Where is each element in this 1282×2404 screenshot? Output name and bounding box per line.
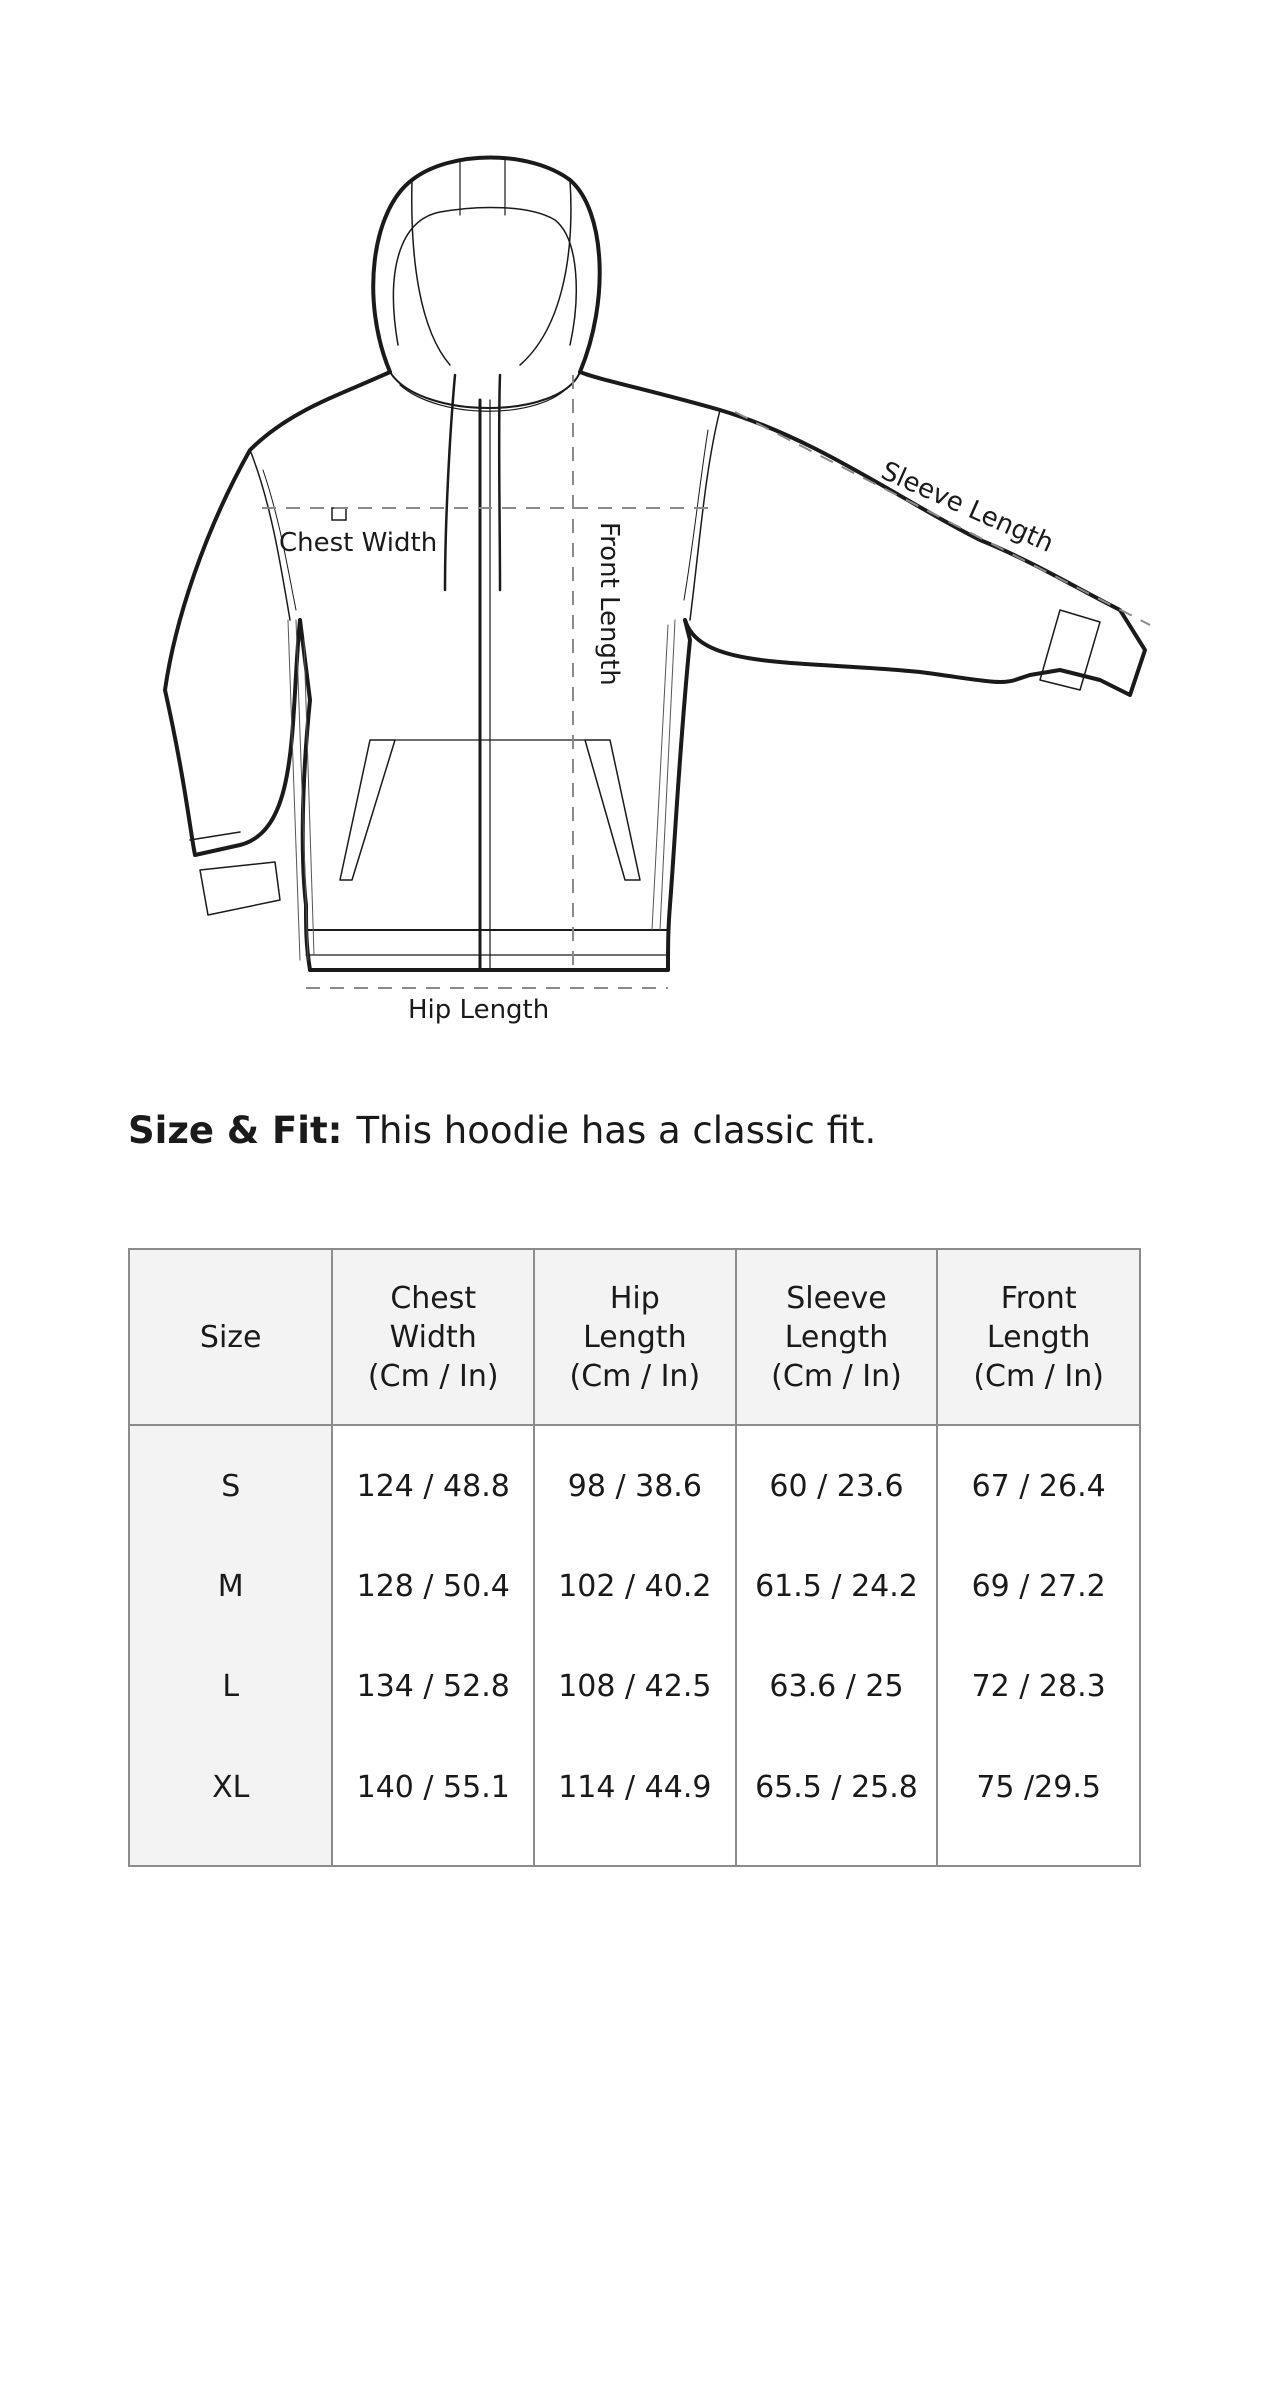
sleeve-cell: 60 / 23.6 bbox=[736, 1425, 938, 1536]
front-cell: 67 / 26.4 bbox=[937, 1425, 1140, 1536]
size-fit-label: Size & Fit: bbox=[128, 1109, 343, 1152]
front-cell: 75 /29.5 bbox=[937, 1736, 1140, 1866]
chest-cell: 128 / 50.4 bbox=[332, 1536, 534, 1636]
logo-mark bbox=[332, 508, 346, 520]
hip-cell: 102 / 40.2 bbox=[534, 1536, 736, 1636]
size-cell: XL bbox=[129, 1736, 332, 1866]
sleeve-length-label: Sleeve Length bbox=[876, 456, 1058, 559]
front-length-label: Front Length bbox=[594, 522, 624, 686]
table-header-row bbox=[129, 1249, 1140, 1425]
chest-cell: 134 / 52.8 bbox=[332, 1636, 534, 1736]
hip-cell: 108 / 42.5 bbox=[534, 1636, 736, 1736]
size-cell: L bbox=[129, 1636, 332, 1736]
size-chart-table bbox=[128, 1248, 1141, 1867]
sleeve-cell: 65.5 / 25.8 bbox=[736, 1736, 938, 1866]
table-row bbox=[129, 1736, 1140, 1866]
size-fit-text: This hoodie has a classic fit. bbox=[356, 1109, 877, 1152]
size-cell: M bbox=[129, 1536, 332, 1636]
hoodie-drawing bbox=[0, 0, 1282, 1060]
chest-width-label: Chest Width bbox=[279, 528, 438, 558]
hip-cell: 114 / 44.9 bbox=[534, 1736, 736, 1866]
hip-length-label: Hip Length bbox=[408, 995, 550, 1025]
size-cell: S bbox=[129, 1425, 332, 1536]
header-sleeve-length: Sleeve Length (Cm / In) bbox=[736, 1249, 938, 1425]
hip-cell: 98 / 38.6 bbox=[534, 1425, 736, 1536]
chest-cell: 124 / 48.8 bbox=[332, 1425, 534, 1536]
header-hip-length: Hip Length (Cm / In) bbox=[534, 1249, 736, 1425]
sleeve-cell: 61.5 / 24.2 bbox=[736, 1536, 938, 1636]
table-row bbox=[129, 1536, 1140, 1636]
front-cell: 72 / 28.3 bbox=[937, 1636, 1140, 1736]
front-cell: 69 / 27.2 bbox=[937, 1536, 1140, 1636]
header-size: Size bbox=[129, 1249, 332, 1425]
header-front-length: Front Length (Cm / In) bbox=[937, 1249, 1140, 1425]
sleeve-cell: 63.6 / 25 bbox=[736, 1636, 938, 1736]
table-row bbox=[129, 1425, 1140, 1536]
chest-cell: 140 / 55.1 bbox=[332, 1736, 534, 1866]
size-fit-statement bbox=[128, 1109, 877, 1152]
table-row bbox=[129, 1636, 1140, 1736]
hood-outline bbox=[373, 158, 599, 373]
hoodie-diagram bbox=[0, 0, 1282, 1060]
header-chest-width: Chest Width (Cm / In) bbox=[332, 1249, 534, 1425]
